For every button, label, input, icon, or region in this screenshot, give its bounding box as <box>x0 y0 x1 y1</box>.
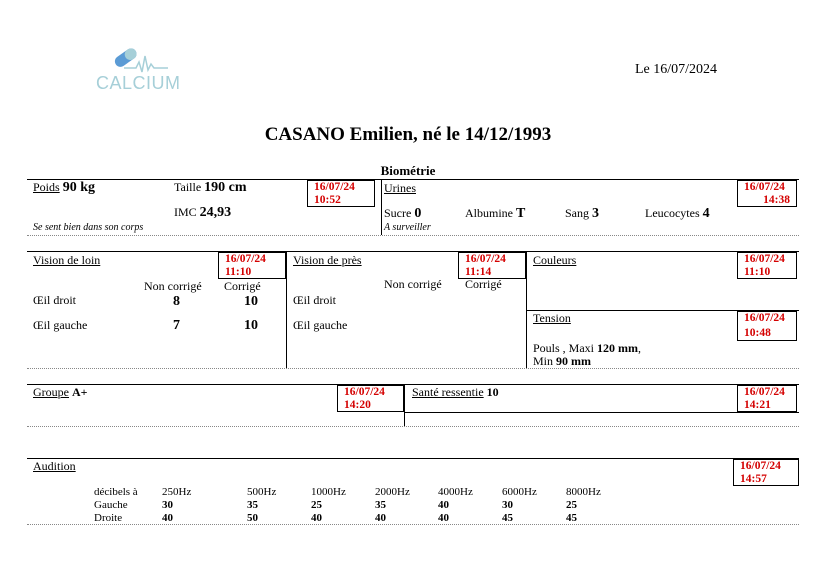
tension-maxi-label: Pouls , Maxi <box>533 341 595 355</box>
section-title: Biométrie <box>380 163 436 178</box>
document-date: Le 16/07/2024 <box>635 62 718 77</box>
audition-gauche-value: 30 <box>162 499 173 511</box>
vision-loin-col-c: Corrigé <box>224 279 261 293</box>
audition-droite-value: 40 <box>375 512 386 524</box>
audition-droite-value: 40 <box>438 512 449 524</box>
tension-min-value: 90 mm <box>556 354 592 368</box>
audition-stamp <box>733 459 799 486</box>
vision-loin-col-nc: Non corrigé <box>144 279 202 293</box>
vision-loin-od-label: Œil droit <box>33 293 77 307</box>
taille-block <box>174 180 247 196</box>
row2-top-line <box>27 251 799 252</box>
vision-loin-label: Vision de loin <box>33 253 101 267</box>
tension-min-label: Min <box>533 354 554 368</box>
sucre-value: 0 <box>414 206 422 221</box>
vision-pres-stamp <box>458 252 526 279</box>
sang-value: 3 <box>592 206 599 221</box>
audition-freq: 6000Hz <box>502 486 537 498</box>
stamp-time: 14:57 <box>740 473 767 485</box>
vision-loin-od-nc: 8 <box>173 294 180 309</box>
audition-freq: 500Hz <box>247 486 277 498</box>
urines-stamp <box>737 180 797 207</box>
groupe-label: Groupe <box>33 385 69 399</box>
taille-value: 190 cm <box>204 180 247 195</box>
audition-freq: 250Hz <box>162 486 192 498</box>
leucocytes-label: Leucocytes <box>645 206 700 220</box>
row4-top-line <box>27 458 799 459</box>
groupe-value: A+ <box>72 385 88 399</box>
albumine-block <box>465 206 525 222</box>
vision-pres-og-label: Œil gauche <box>293 318 348 332</box>
taille-label: Taille <box>174 180 202 194</box>
audition-gauche-value: 35 <box>375 499 386 511</box>
row1-bottom-line <box>27 235 799 236</box>
stamp-date: 16/07/24 <box>314 181 355 193</box>
stamp-time: 14:38 <box>763 194 790 206</box>
audition-freq: 4000Hz <box>438 486 473 498</box>
stamp-date: 16/07/24 <box>744 253 785 265</box>
stamp-time: 11:14 <box>465 266 492 278</box>
audition-droite-value: 40 <box>311 512 322 524</box>
audition-label: Audition <box>33 459 76 473</box>
leucocytes-value: 4 <box>702 206 710 221</box>
calcium-logo <box>96 46 176 76</box>
stamp-date: 16/07/24 <box>744 181 785 193</box>
audition-gauche-value: 40 <box>438 499 449 511</box>
stamp-time: 14:20 <box>344 399 371 411</box>
vision-pres-od-label: Œil droit <box>293 293 337 307</box>
stamp-date: 16/07/24 <box>344 386 385 398</box>
sante-value: 10 <box>486 385 499 399</box>
sucre-label: Sucre <box>384 206 412 220</box>
row4-bottom-line <box>27 524 799 525</box>
tension-stamp <box>737 311 797 341</box>
poids-stamp <box>307 180 375 207</box>
audition-row-label-gauche: Gauche <box>94 499 128 511</box>
sante-block <box>412 385 499 400</box>
albumine-value: T <box>516 206 526 221</box>
vision-loin-og-c: 10 <box>244 318 258 333</box>
row3-bottom-line <box>27 426 799 427</box>
vision-divider <box>286 251 287 368</box>
patient-name: CASANO Emilien, né le 14/12/1993 <box>264 124 552 145</box>
poids-value: 90 kg <box>62 180 95 195</box>
urines-label: Urines <box>384 181 416 195</box>
poids-block <box>33 180 95 196</box>
stamp-time: 14:21 <box>744 399 771 411</box>
stamp-date: 16/07/24 <box>225 253 266 265</box>
vision-pres-col-c: Corrigé <box>465 277 502 291</box>
vision-loin-og-label: Œil gauche <box>33 318 88 332</box>
audition-gauche-value: 35 <box>247 499 258 511</box>
stamp-date: 16/07/24 <box>744 386 785 398</box>
logo-text: CALCIUM <box>96 73 181 93</box>
stamp-time: 10:52 <box>314 194 341 206</box>
sante-label: Santé ressentie <box>412 385 484 399</box>
imc-block <box>174 205 231 221</box>
sucre-block <box>384 206 421 222</box>
audition-droite-value: 40 <box>162 512 173 524</box>
audition-droite-value: 45 <box>502 512 513 524</box>
audition-droite-value: 45 <box>566 512 577 524</box>
urines-note: A surveiller <box>384 222 431 233</box>
leucocytes-block <box>645 206 710 222</box>
audition-droite-value: 50 <box>247 512 258 524</box>
row1-divider <box>381 179 382 235</box>
sante-sub-line <box>404 412 799 413</box>
sante-stamp <box>737 385 797 412</box>
groupe-block <box>33 385 88 400</box>
audition-freq: 8000Hz <box>566 486 601 498</box>
tension-line2 <box>533 354 591 369</box>
poids-label: Poids <box>33 180 60 194</box>
row1-top-line <box>27 179 799 180</box>
couleurs-stamp <box>737 252 797 279</box>
poids-note: Se sent bien dans son corps <box>33 222 144 233</box>
albumine-label: Albumine <box>465 206 513 220</box>
couleurs-label: Couleurs <box>533 253 577 267</box>
vision-loin-od-c: 10 <box>244 294 258 309</box>
row3-divider <box>404 384 405 426</box>
stamp-date: 16/07/24 <box>740 460 781 472</box>
stamp-date: 16/07/24 <box>744 312 785 324</box>
tension-maxi-value: 120 mm <box>597 341 639 355</box>
stamp-time: 10:48 <box>744 327 771 339</box>
sang-block <box>565 206 599 222</box>
groupe-stamp <box>337 385 404 412</box>
vision-loin-stamp <box>218 252 286 279</box>
vision-loin-og-nc: 7 <box>173 318 180 333</box>
audition-gauche-value: 30 <box>502 499 513 511</box>
vision-pres-col-nc: Non corrigé <box>384 277 442 291</box>
audition-freq: 2000Hz <box>375 486 410 498</box>
vision-pres-label: Vision de près <box>293 253 362 267</box>
sang-label: Sang <box>565 206 589 220</box>
imc-value: 24,93 <box>199 205 232 220</box>
stamp-date: 16/07/24 <box>465 253 506 265</box>
stamp-time: 11:10 <box>744 266 771 278</box>
audition-gauche-value: 25 <box>566 499 577 511</box>
audition-row-label-db: décibels à <box>94 486 138 498</box>
row2-bottom-line <box>27 368 799 369</box>
imc-label: IMC <box>174 205 197 219</box>
tension-comma: , <box>638 341 642 355</box>
audition-row-label-droite: Droite <box>94 512 123 524</box>
audition-gauche-value: 25 <box>311 499 322 511</box>
audition-freq: 1000Hz <box>311 486 346 498</box>
stamp-time: 11:10 <box>225 266 252 278</box>
tension-label: Tension <box>533 311 571 325</box>
